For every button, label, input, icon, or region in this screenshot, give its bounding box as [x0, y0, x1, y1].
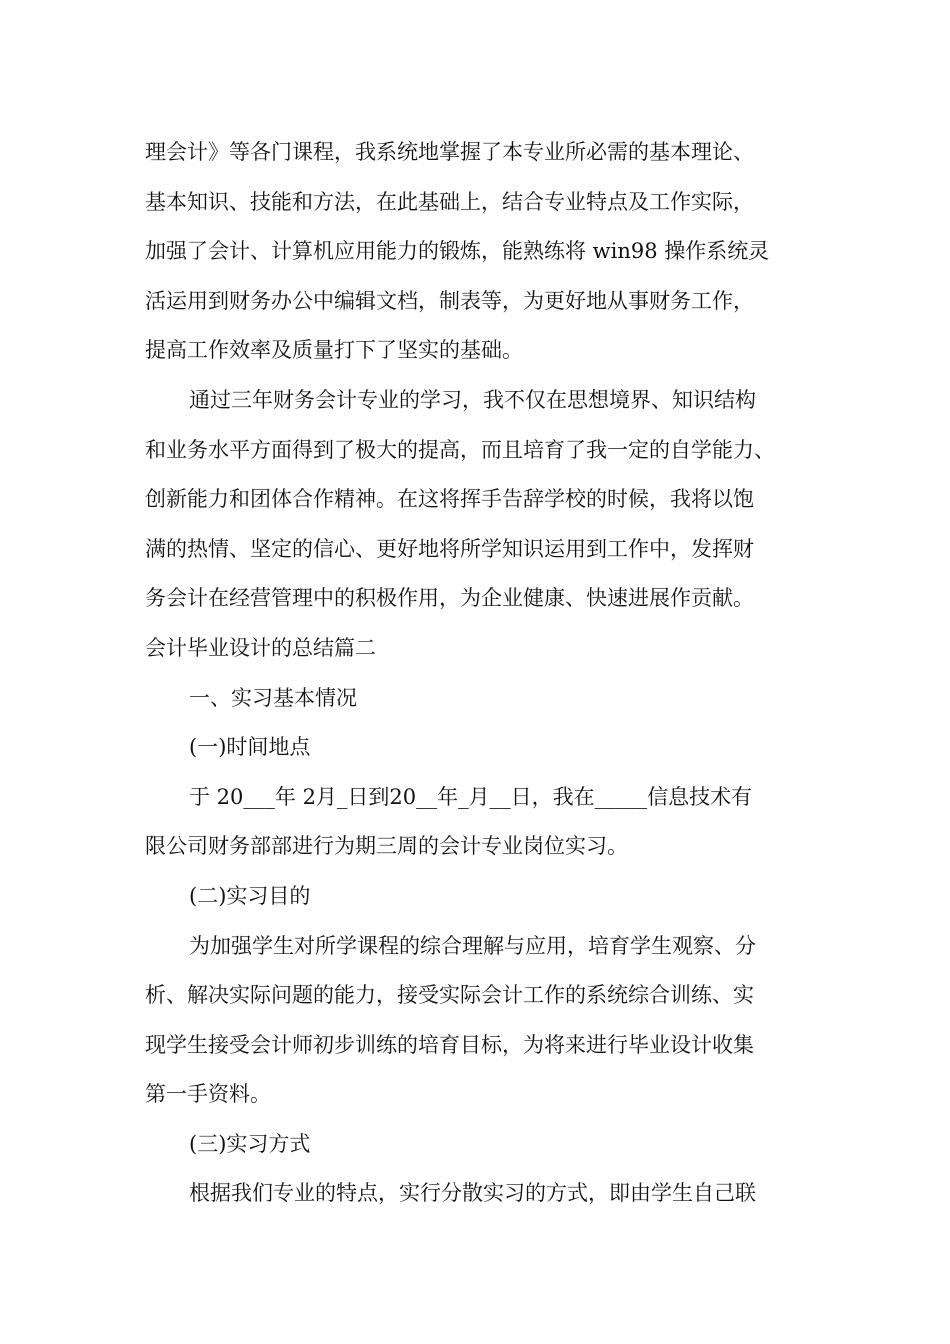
- text-line: 和业务水平方面得到了极大的提高，而且培育了我一定的自学能力、: [145, 437, 775, 462]
- text-line: 第一手资料。: [145, 1082, 271, 1107]
- section-heading: 会计毕业设计的总结篇二: [145, 635, 376, 660]
- text-line: 务会计在经营管理中的积极作用，为企业健康、快速进展作贡献。: [145, 586, 754, 611]
- text-line: 为加强学生对所学课程的综合理解与应用，培育学生观察、分: [189, 933, 756, 958]
- text-line: 活运用到财务办公中编辑文档，制表等，为更好地从事财务工作，: [145, 288, 754, 313]
- text-line: 通过三年财务会计专业的学习，我不仅在思想境界、知识结构: [189, 387, 756, 412]
- document-body: [145, 128, 825, 1219]
- subheading: 一、实习基本情况: [189, 685, 357, 710]
- subheading: (一)时间地点: [189, 735, 311, 760]
- text-line: 现学生接受会计师初步训练的培育目标，为将来进行毕业设计收集: [145, 1032, 754, 1057]
- subheading: (三)实习方式: [189, 1131, 311, 1156]
- text-line: 基本知识、技能和方法，在此基础上，结合专业特点及工作实际，: [145, 189, 754, 214]
- text-line: 理会计》等各门课程，我系统地掌握了本专业所必需的基本理论、: [145, 140, 754, 164]
- text-line: 析、解决实际问题的能力，接受实际会计工作的系统综合训练、实: [145, 983, 754, 1008]
- text-line: 提高工作效率及质量打下了坚实的基础。: [145, 338, 523, 363]
- text-line: 创新能力和团体合作精神。在这将挥手告辞学校的时候，我将以饱: [145, 487, 754, 512]
- text-line: 满的热情、坚定的信心、更好地将所学知识运用到工作中，发挥财: [145, 536, 754, 561]
- text-line: 于 20___年 2月_日到20__年_月__日，我在_____信息技术有: [189, 784, 753, 809]
- subheading: (二)实习目的: [189, 883, 311, 908]
- text-line: 限公司财务部部进行为期三周的会计专业岗位实习。: [145, 834, 628, 859]
- text-line: 根据我们专业的特点，实行分散实习的方式，即由学生自己联: [189, 1181, 756, 1206]
- text-line: 加强了会计、计算机应用能力的锻炼，能熟练将 win98 操作系统灵: [145, 239, 770, 264]
